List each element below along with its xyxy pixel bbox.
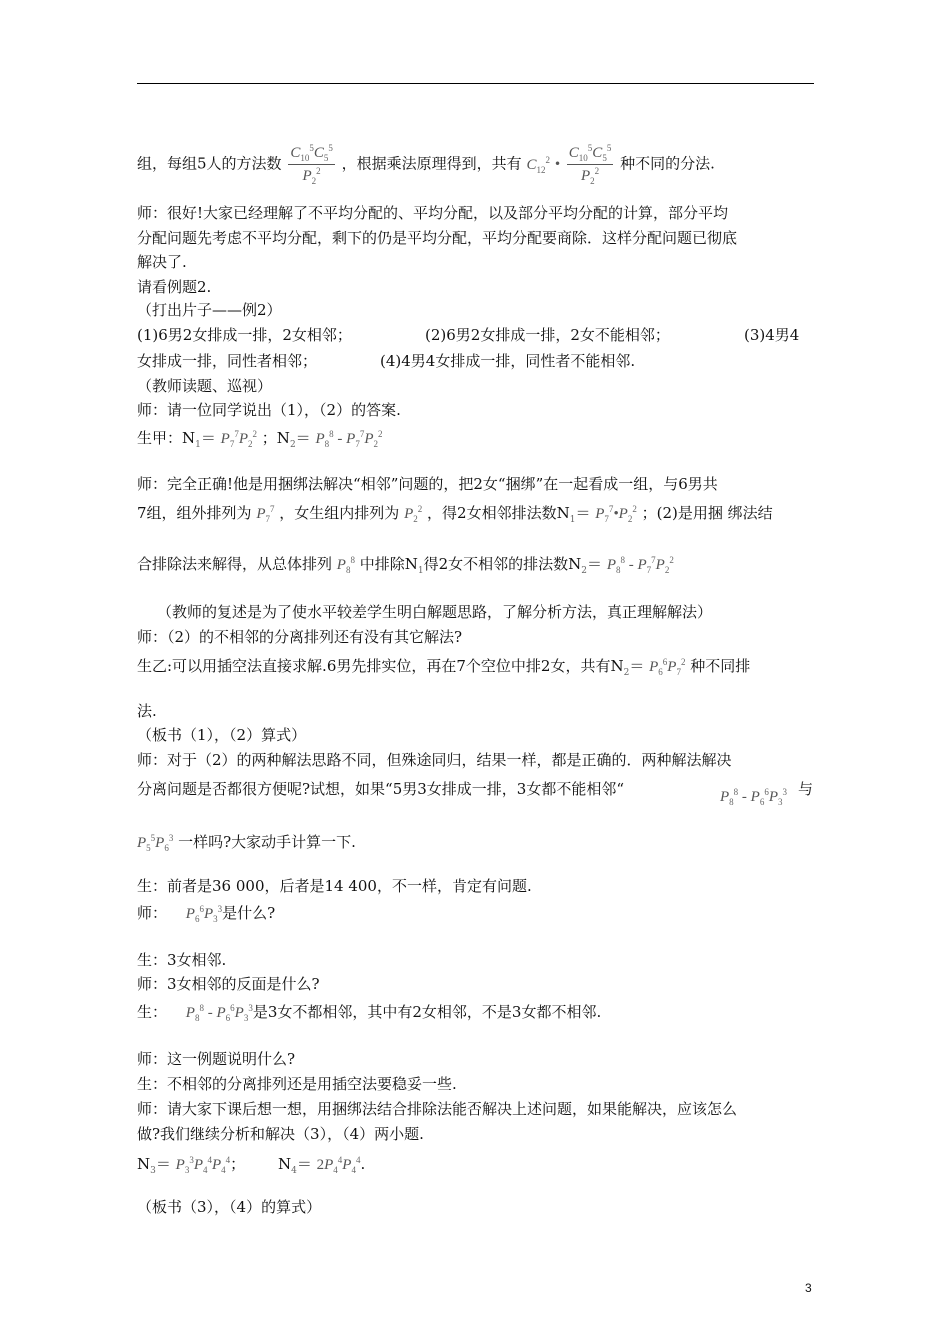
text-line: 组，每组5人的方法数 $\frac{C_{10}^5C_5^5}{P_2^2}$ ，根据乘法原理得到，共有 $C_{12}^2$ • $\frac{C_{10}^5C_5^5}{P_2^2}$ 种不同的分法. (137, 143, 715, 186)
text-line: 生：前者是36 000，后者是14 400，不一样，肯定有问题. (137, 877, 532, 895)
text-line: 生：不相邻的分离排列还是用插空法要稳妥一些. (137, 1075, 457, 1093)
text-line: (1)6男2女排成一排，2女相邻； (2)6男2女排成一排，2女不能相邻； (3)4男4 (137, 326, 800, 344)
text-line: 女排成一排，同性者相邻； (4)4男4女排成一排，同性者不能相邻. (137, 352, 636, 370)
text-line: （教师读题、巡视） (137, 377, 273, 395)
text-line: 师：这一例题说明什么? (137, 1050, 296, 1068)
text-line: 分离问题是否都很方便呢?试想，如果“5男3女排成一排，3女都不能相邻“ $P_8^8 - P_6^6P_3^3$ 与 (137, 780, 814, 807)
text-line: 师：很好!大家已经理解了不平均分配的、平均分配，以及部分平均分配的计算，部分平均 (137, 204, 729, 222)
text-line: 师：对于（2）的两种解法思路不同，但殊途同归，结果一样，都是正确的．两种解法解决 (137, 751, 732, 769)
text-line: 师：请一位同学说出（1），（2）的答案. (137, 401, 401, 419)
text-line: 师：3女相邻的反面是什么? (137, 975, 320, 993)
page-number: 3 (805, 1281, 812, 1295)
fraction-combination: $\frac{C_{10}^5C_5^5}{P_2^2}$ (290, 143, 333, 186)
text-line: 师： $P_6^6P_3^3$是什么? (137, 904, 276, 924)
text-line: 生乙:可以用插空法直接求解.6男先排实位，再在7个空位中排2女，共有$N_2= P_6^6P_7^2$ 种不同排 (137, 657, 751, 678)
fraction-combination: $\frac{C_{10}^5C_5^5}{P_2^2}$ (568, 143, 612, 186)
text-line: $P_5^5P_6^3$ 一样吗?大家动手计算一下. (137, 833, 356, 853)
text-span: 种不同的分法. (620, 154, 715, 173)
text-line: （板书（3），（4）的算式） (137, 1198, 322, 1216)
text-line: 师：（2）的不相邻的分离排列还有没有其它解法? (137, 628, 463, 646)
text-line: 生： $P_8^8 - P_6^6P_3^3$是3女不都相邻，其中有2女相邻，不是3女都不相邻. (137, 1003, 602, 1023)
text-line: 合排除法来解得，从总体排列 $P_8^8$ 中排除$N_1$得2女不相邻的排法数$N_2= P_8^8 - P_7^7P_2^2$ (137, 555, 674, 576)
text-line: 生甲：$N_1= P_7^7P_2^2$ ；$N_2= P_8^8 - P_7^7P_2^2$ (137, 429, 383, 450)
header-rule (137, 83, 814, 84)
text-line: （教师的复述是为了使水平较差学生明白解题思路，了解分析方法，真正理解解法） (157, 603, 713, 621)
text-line: 生：3女相邻. (137, 951, 227, 969)
text-line: 7组，组外排列为 $P_7^7$ ，女生组内排列为 $P_2^2$ ，得2女相邻排法数$N_1=$ $P_7^7•P_2^2$ ；(2)是用捆 绑法结 (137, 504, 773, 525)
text-line: （打出片子——例2） (137, 301, 282, 319)
text-span: 组，每组5人的方法数 (137, 154, 282, 173)
text-line: 师：完全正确!他是用捆绑法解决“相邻”问题的，把2女“捆绑”在一起看成一组，与6男共 (137, 475, 718, 493)
text-line: 师：请大家下课后想一想，用捆绑法结合排除法能否解决上述问题，如果能解决，应该怎么 (137, 1100, 738, 1118)
text-line: 分配问题先考虑不平均分配，剩下的仍是平均分配，平均分配要商除．这样分配问题已彻底 (137, 229, 738, 247)
text-span: ，根据乘法原理得到，共有 (341, 154, 522, 173)
text-line: 解决了. (137, 253, 187, 271)
text-line: 法. (137, 702, 157, 720)
text-line: 请看例题2. (137, 278, 212, 296)
text-line: （板书（1），（2）算式） (137, 726, 307, 744)
text-line: $N_3= P_3^3P_4^4P_4^4$； $N_4= 2P_4^4P_4^4$. (137, 1155, 366, 1176)
text-line: 做?我们继续分析和解决（3），（4）两小题. (137, 1125, 424, 1143)
